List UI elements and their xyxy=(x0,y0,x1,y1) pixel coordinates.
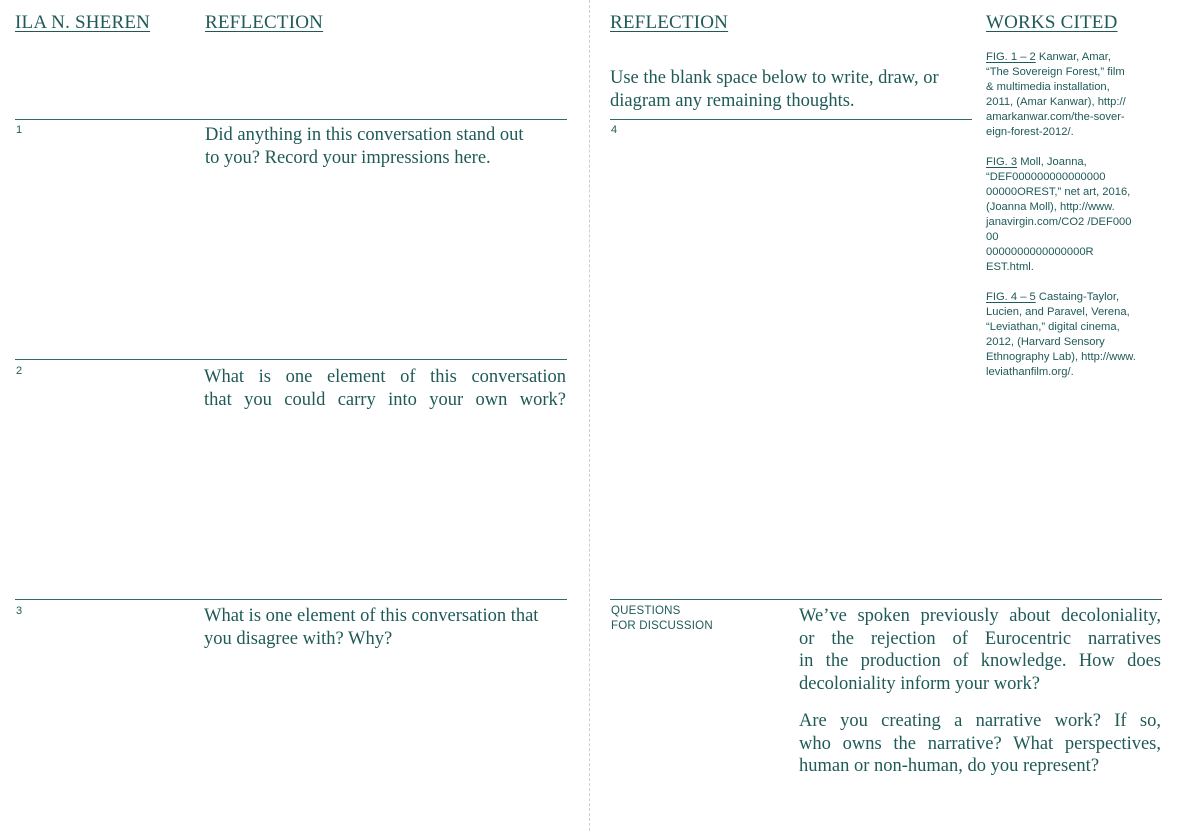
works-cited-entry xyxy=(986,50,1166,140)
question-number-2: 2 xyxy=(16,365,23,377)
citation-text: eign-forest-2012/. xyxy=(986,126,1074,138)
discussion-line: or the rejection of Eurocentric narratives xyxy=(799,628,1161,649)
discussion-questions xyxy=(799,605,1161,793)
citation-text: leviathanfilm.org/. xyxy=(986,366,1074,378)
discussion-paragraph-2 xyxy=(799,710,1161,778)
question-2-line: What is one element of this conversation xyxy=(204,367,566,387)
discussion-paragraph-1 xyxy=(799,605,1161,695)
question-number-3: 3 xyxy=(16,605,23,617)
fig-ref: FIG. 1 – 2 xyxy=(986,51,1036,63)
works-cited-list xyxy=(986,50,1166,395)
left-section-title: REFLECTION xyxy=(205,12,324,33)
citation-text: 2011, (Amar Kanwar), http:// xyxy=(986,96,1126,108)
question-1-line: to you? Record your impressions here. xyxy=(205,148,491,168)
author-name: ILA N. SHEREN xyxy=(15,12,151,33)
discussion-label-line: QUESTIONS xyxy=(611,605,681,617)
citation-text: 00000OREST,” net art, 2016, xyxy=(986,186,1131,198)
discussion-line: decoloniality inform your work? xyxy=(799,673,1040,694)
citation-text: janavirgin.com/CO2 /DEF000 xyxy=(986,216,1132,228)
works-cited-entry xyxy=(986,290,1166,380)
citation-text: Castaing-Taylor, xyxy=(1035,291,1120,303)
discussion-line: in the production of knowledge. How does xyxy=(799,651,1161,671)
divider-q4 xyxy=(610,119,972,120)
citation-text: EST.html. xyxy=(986,261,1034,273)
prompt-4 xyxy=(610,67,975,113)
divider-q2 xyxy=(15,359,567,360)
citation-text: 00 xyxy=(986,231,999,243)
question-3 xyxy=(204,605,568,651)
citation-text: (Joanna Moll), http://www. xyxy=(986,201,1115,213)
discussion-line: human or non-human, do you represent? xyxy=(799,756,1100,776)
page-fold xyxy=(589,0,590,831)
discussion-line: Are you creating a narrative work? If so, xyxy=(799,711,1161,731)
discussion-label xyxy=(611,604,713,634)
works-cited-entry xyxy=(986,155,1166,275)
citation-text: Kanwar, Amar, xyxy=(1035,51,1111,63)
divider-discussion xyxy=(610,599,1162,600)
divider-q1 xyxy=(15,119,567,120)
citation-text: Lucien, and Paravel, Verena, xyxy=(986,306,1130,318)
prompt-4-line: Use the blank space below to write, draw, or xyxy=(610,68,939,88)
question-1 xyxy=(205,124,567,170)
citation-text: 2012, (Harvard Sensory xyxy=(986,336,1105,348)
divider-q3 xyxy=(15,599,567,600)
citation-text: Moll, Joanna, xyxy=(1017,156,1087,168)
discussion-label-line: FOR DISCUSSION xyxy=(611,620,713,632)
fig-ref: FIG. 4 – 5 xyxy=(986,291,1036,303)
prompt-4-line: diagram any remaining thoughts. xyxy=(610,91,855,111)
discussion-line: We’ve spoken previously about decoloniality, xyxy=(799,606,1161,626)
citation-text: 0000000000000000R xyxy=(986,246,1094,258)
question-2-line: that you could carry into your own work? xyxy=(204,390,566,410)
works-cited-heading: WORKS CITED xyxy=(986,12,1118,33)
citation-text: “The Sovereign Forest,” film xyxy=(986,66,1125,78)
citation-text: “DEF000000000000000 xyxy=(986,171,1106,183)
discussion-line: who owns the narrative? What perspectives, xyxy=(799,733,1161,754)
question-number-1: 1 xyxy=(16,124,23,136)
question-3-line: What is one element of this conversation that xyxy=(204,606,539,626)
question-3-line: you disagree with? Why? xyxy=(204,629,393,649)
citation-text: & multimedia installation, xyxy=(986,81,1110,93)
question-2 xyxy=(204,366,566,412)
citation-text: amarkanwar.com/the-sover- xyxy=(986,111,1125,123)
fig-ref: FIG. 3 xyxy=(986,156,1018,168)
citation-text: “Leviathan,” digital cinema, xyxy=(986,321,1120,333)
citation-text: Ethnography Lab), http://www. xyxy=(986,351,1136,363)
question-1-line: Did anything in this conversation stand out xyxy=(205,125,524,145)
right-section-title: REFLECTION xyxy=(610,12,729,33)
question-number-4: 4 xyxy=(611,124,618,136)
